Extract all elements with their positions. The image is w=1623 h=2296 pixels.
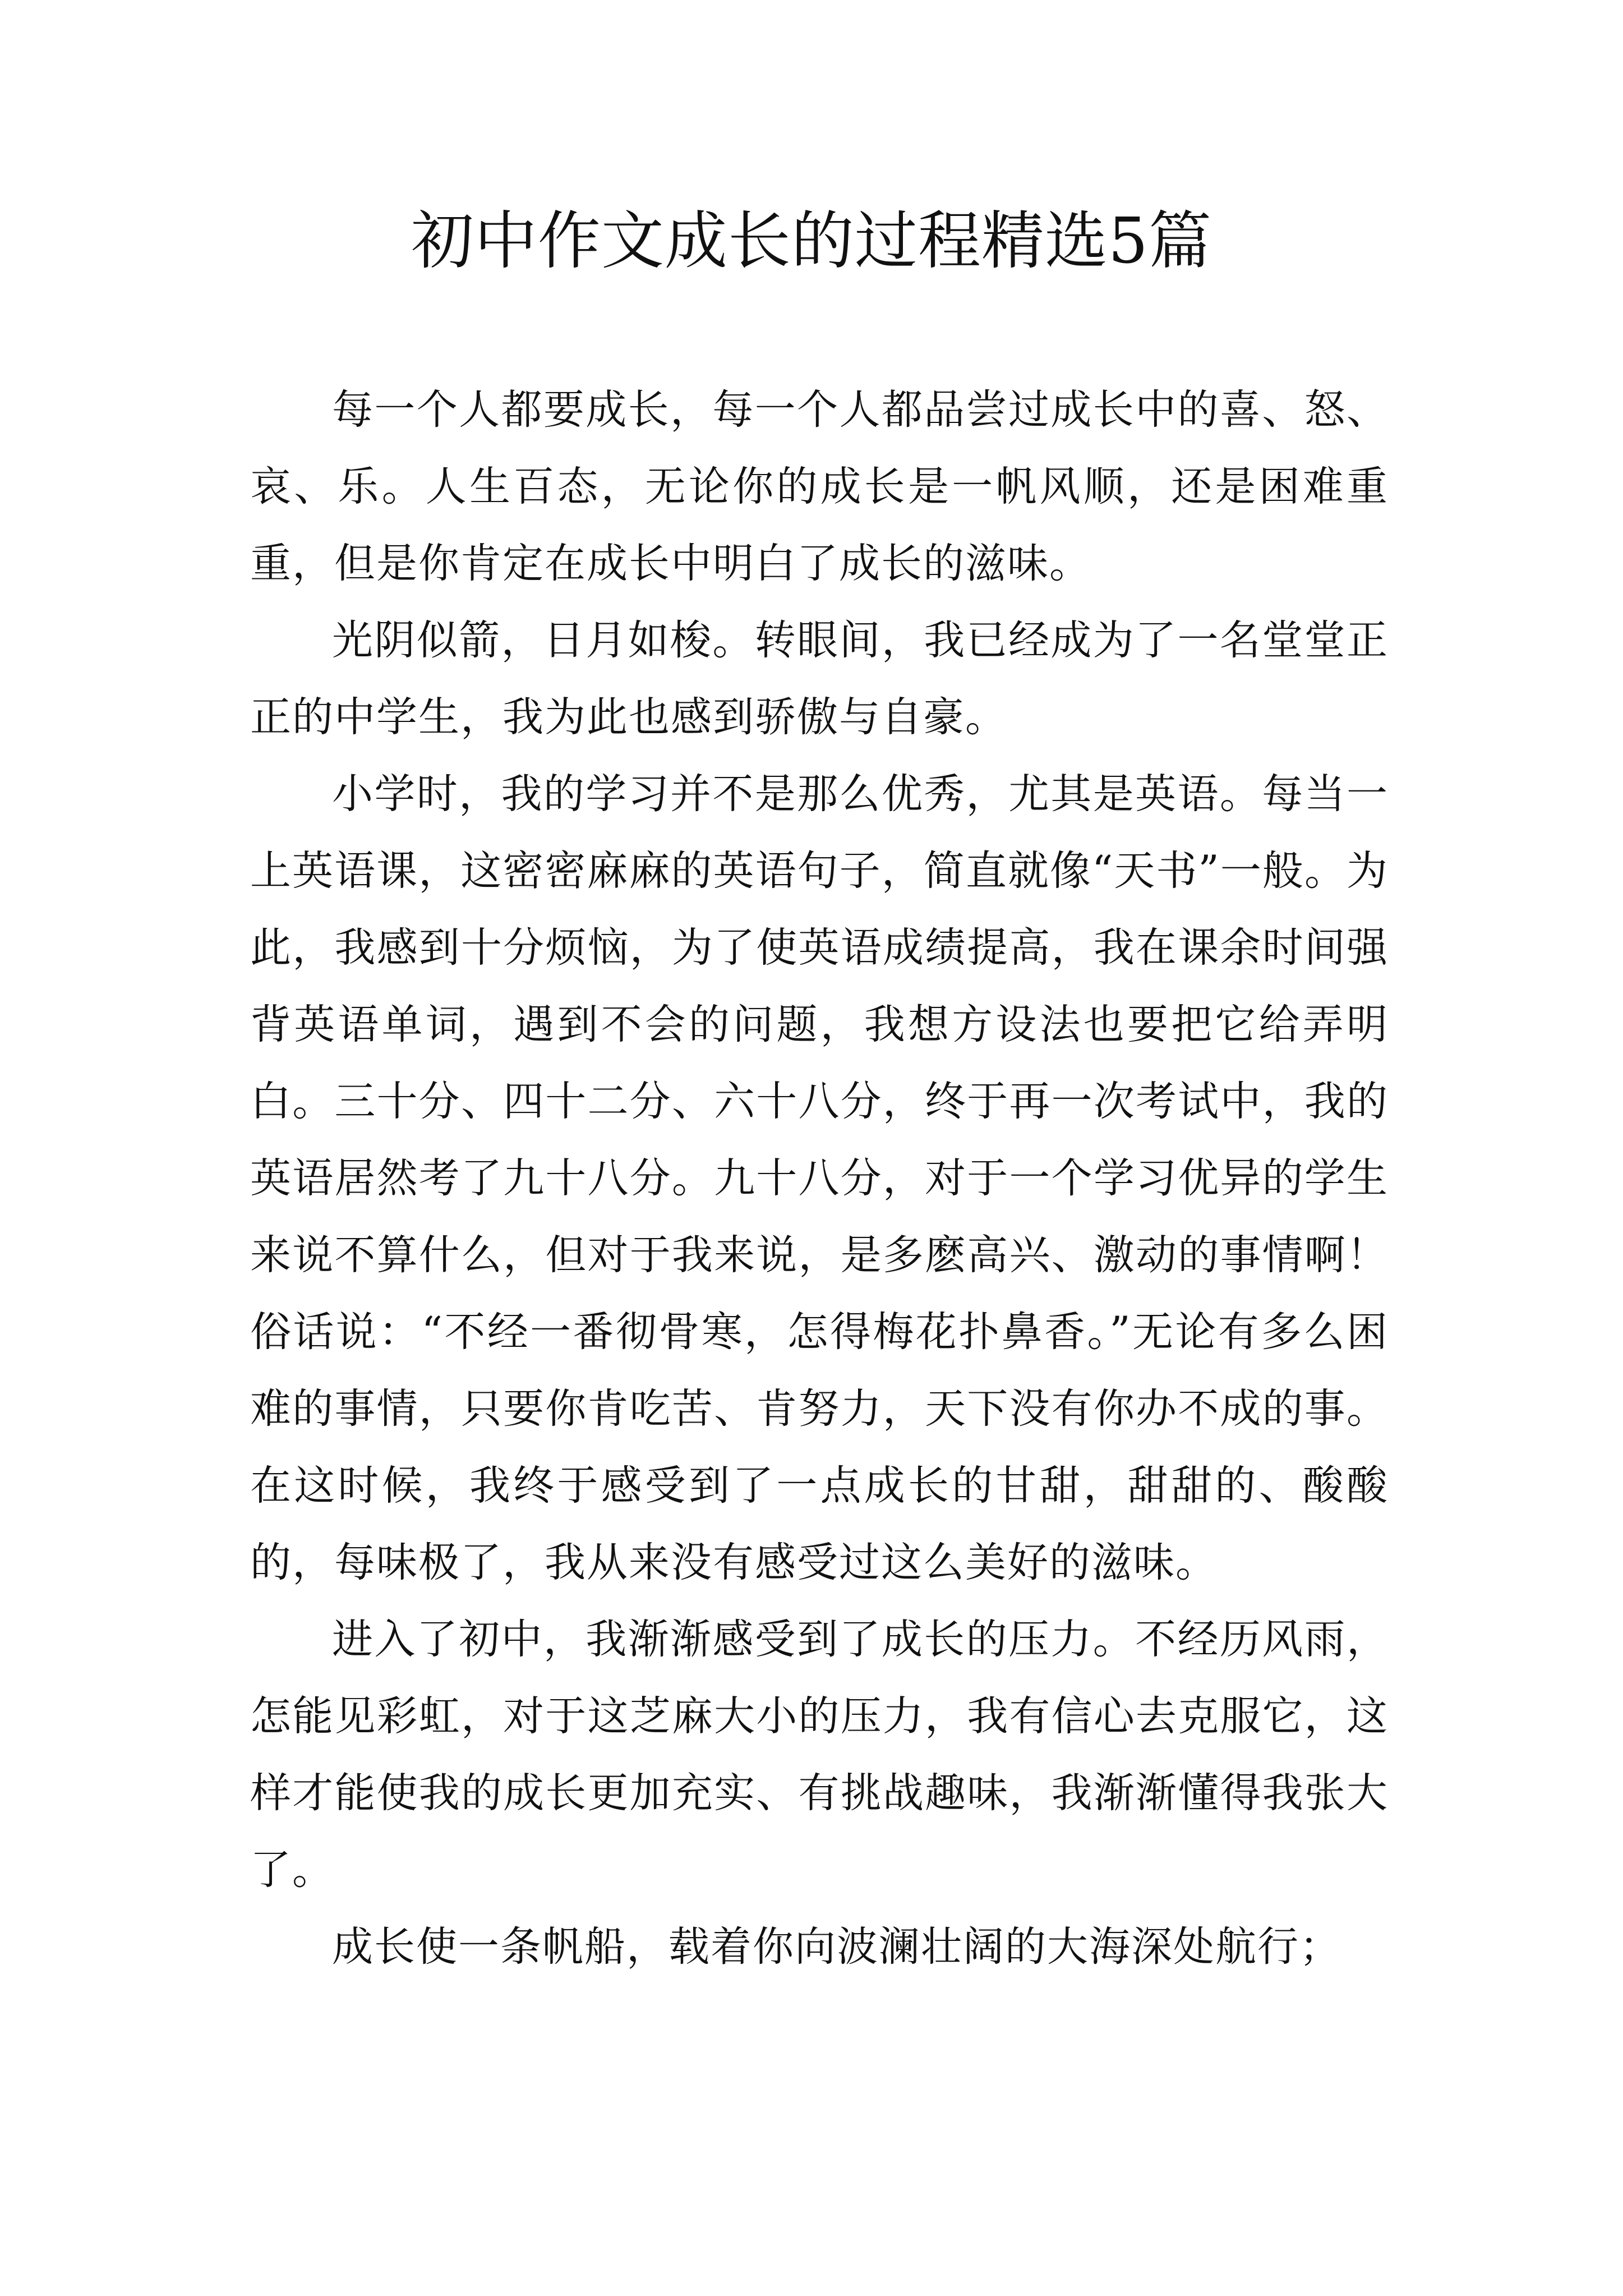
document-body xyxy=(250,371,1389,1985)
paragraph: 进入了初中，我渐渐感受到了成长的压力。不经历风雨，怎能见彩虹，对于这芝麻大小的压力，我有信心去克服它，这样才能使我的成长更加充实、有挑战趣味，我渐渐懂得我张大了。 xyxy=(250,1616,1389,1894)
paragraph: 每一个人都要成长，每一个人都品尝过成长中的喜、怒、哀、乐。人生百态，无论你的成长是一帆风顺，还是困难重重，但是你肯定在成长中明白了成长的滋味。 xyxy=(250,386,1389,587)
document-title: 初中作文成长的过程精选5篇 xyxy=(411,205,1212,278)
paragraph: 光阴似箭，日月如梭。转眼间，我已经成为了一名堂堂正正的中学生，我为此也感到骄傲与自豪。 xyxy=(250,616,1389,741)
paragraph: 成长使一条帆船，载着你向波澜壮阔的大海深处航行； xyxy=(332,1923,1341,1971)
paragraph: 小学时，我的学习并不是那么优秀，尤其是英语。每当一上英语课，这密密麻麻的英语句子，简直就像“天书”一般。为此，我感到十分烦恼，为了使英语成绩提高，我在课余时间强背英语单词，遇到不会的问题，我想方设法也要把它给弄明白。三十分、四十二分、六十八分，终于再一次考试中，我的英语居然考了九十八分。九十八分，对于一个学习优异的学生来说不算什么，但对于我来说，是多麽高兴、激动的事情啊！俗话说：“不经一番彻骨寒，怎得梅花扑鼻香。”无论有多么困难的事情，只要你肯吃苦、肯努力，天下没有你办不成的事。在这时候，我终于感受到了一点成长的甘甜，甜甜的、酸酸的，每味极了，我从来没有感受过这么美好的滋味。 xyxy=(250,770,1389,1586)
